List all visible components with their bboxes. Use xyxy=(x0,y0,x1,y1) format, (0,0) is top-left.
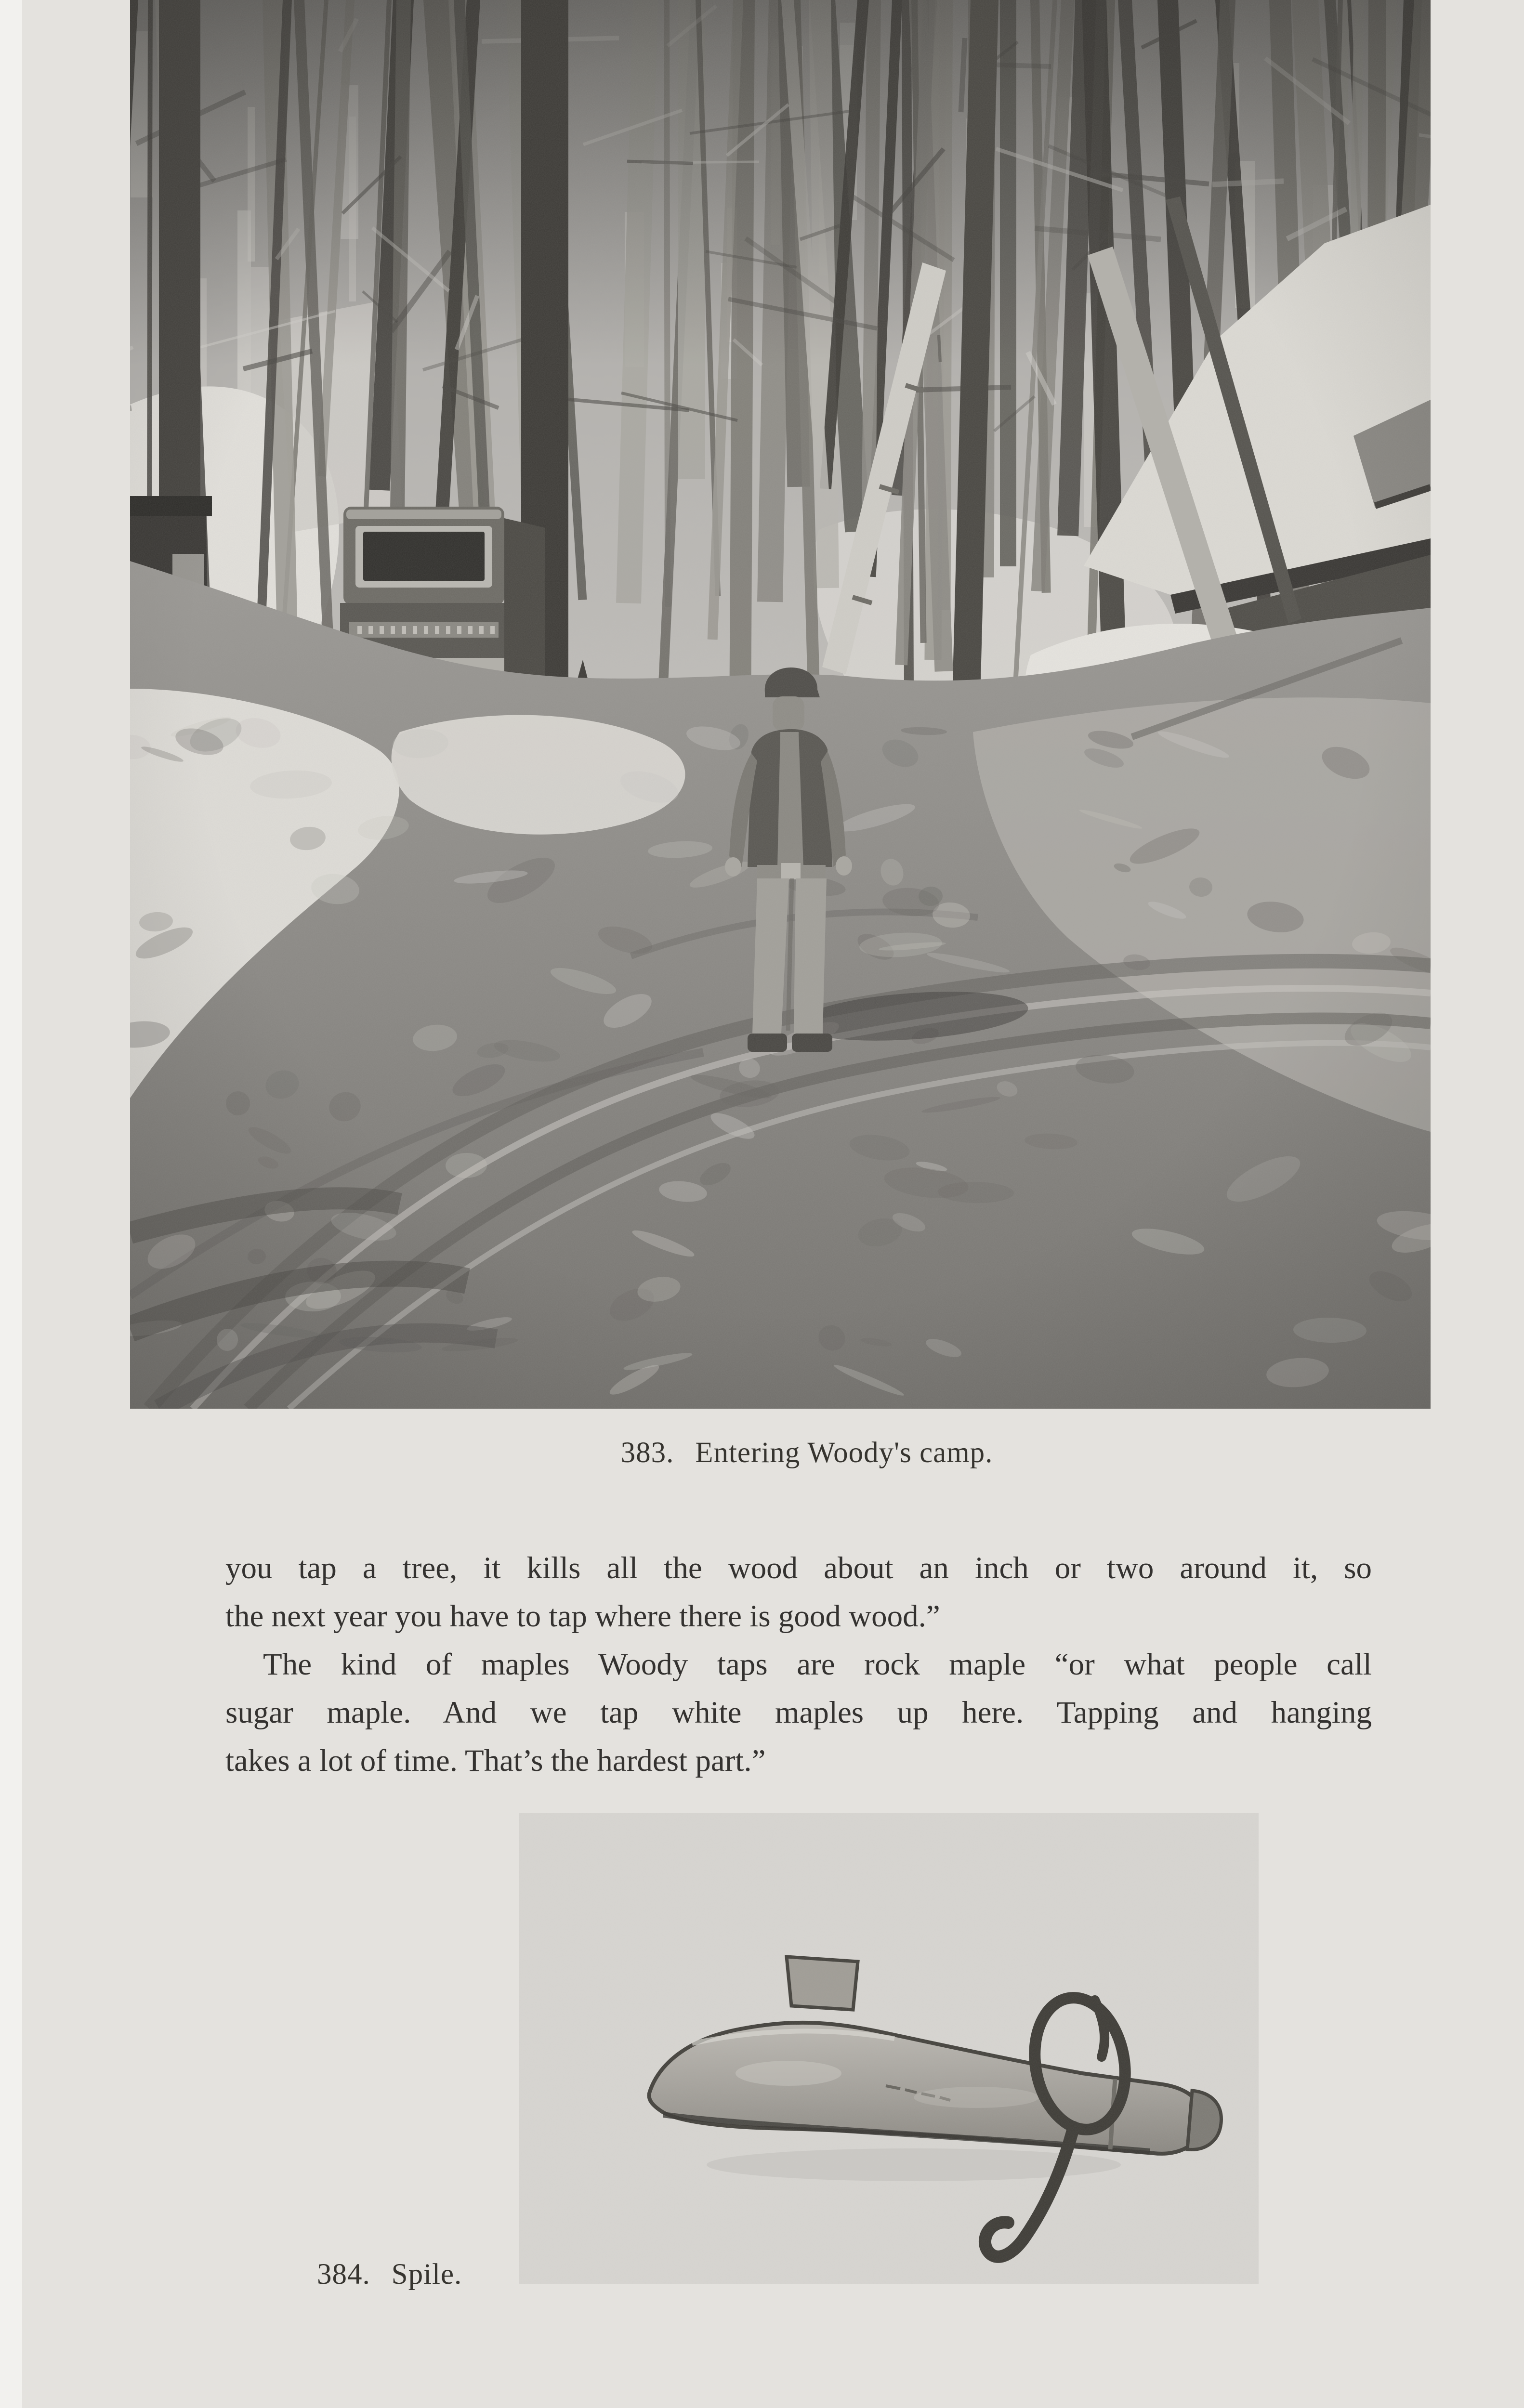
body-line: The kind of maples Woody taps are rock maple “or what people call xyxy=(263,1647,1372,1682)
body-line: the next year you have to tap where there is good wood.” xyxy=(225,1599,940,1634)
body-text-block xyxy=(225,1544,1372,1785)
camp-photo-illustration xyxy=(130,0,1431,1409)
spile-photo-illustration xyxy=(519,1813,1259,2284)
photo-grain xyxy=(519,1813,1259,2284)
photo-vignette xyxy=(130,0,1431,1409)
figure-woodys-camp-photo xyxy=(130,0,1431,1409)
body-line: you tap a tree, it kills all the wood about an inch or two around it, so xyxy=(225,1551,1372,1585)
figure-number: 384. xyxy=(317,2258,370,2290)
figure-caption-384 xyxy=(317,2258,462,2291)
body-line: sugar maple. And we tap white maples up here. Tapping and hanging xyxy=(225,1695,1372,1730)
figure-spile-photo xyxy=(519,1813,1259,2284)
scan-edge-strip xyxy=(0,0,22,2408)
body-line: takes a lot of time. That’s the hardest part.” xyxy=(225,1743,766,1778)
figure-caption-383 xyxy=(130,1436,1431,1470)
figure-caption-text: Entering Woody's camp. xyxy=(695,1437,993,1469)
figure-number: 383. xyxy=(620,1437,674,1469)
figure-caption-text: Spile. xyxy=(391,2258,462,2290)
